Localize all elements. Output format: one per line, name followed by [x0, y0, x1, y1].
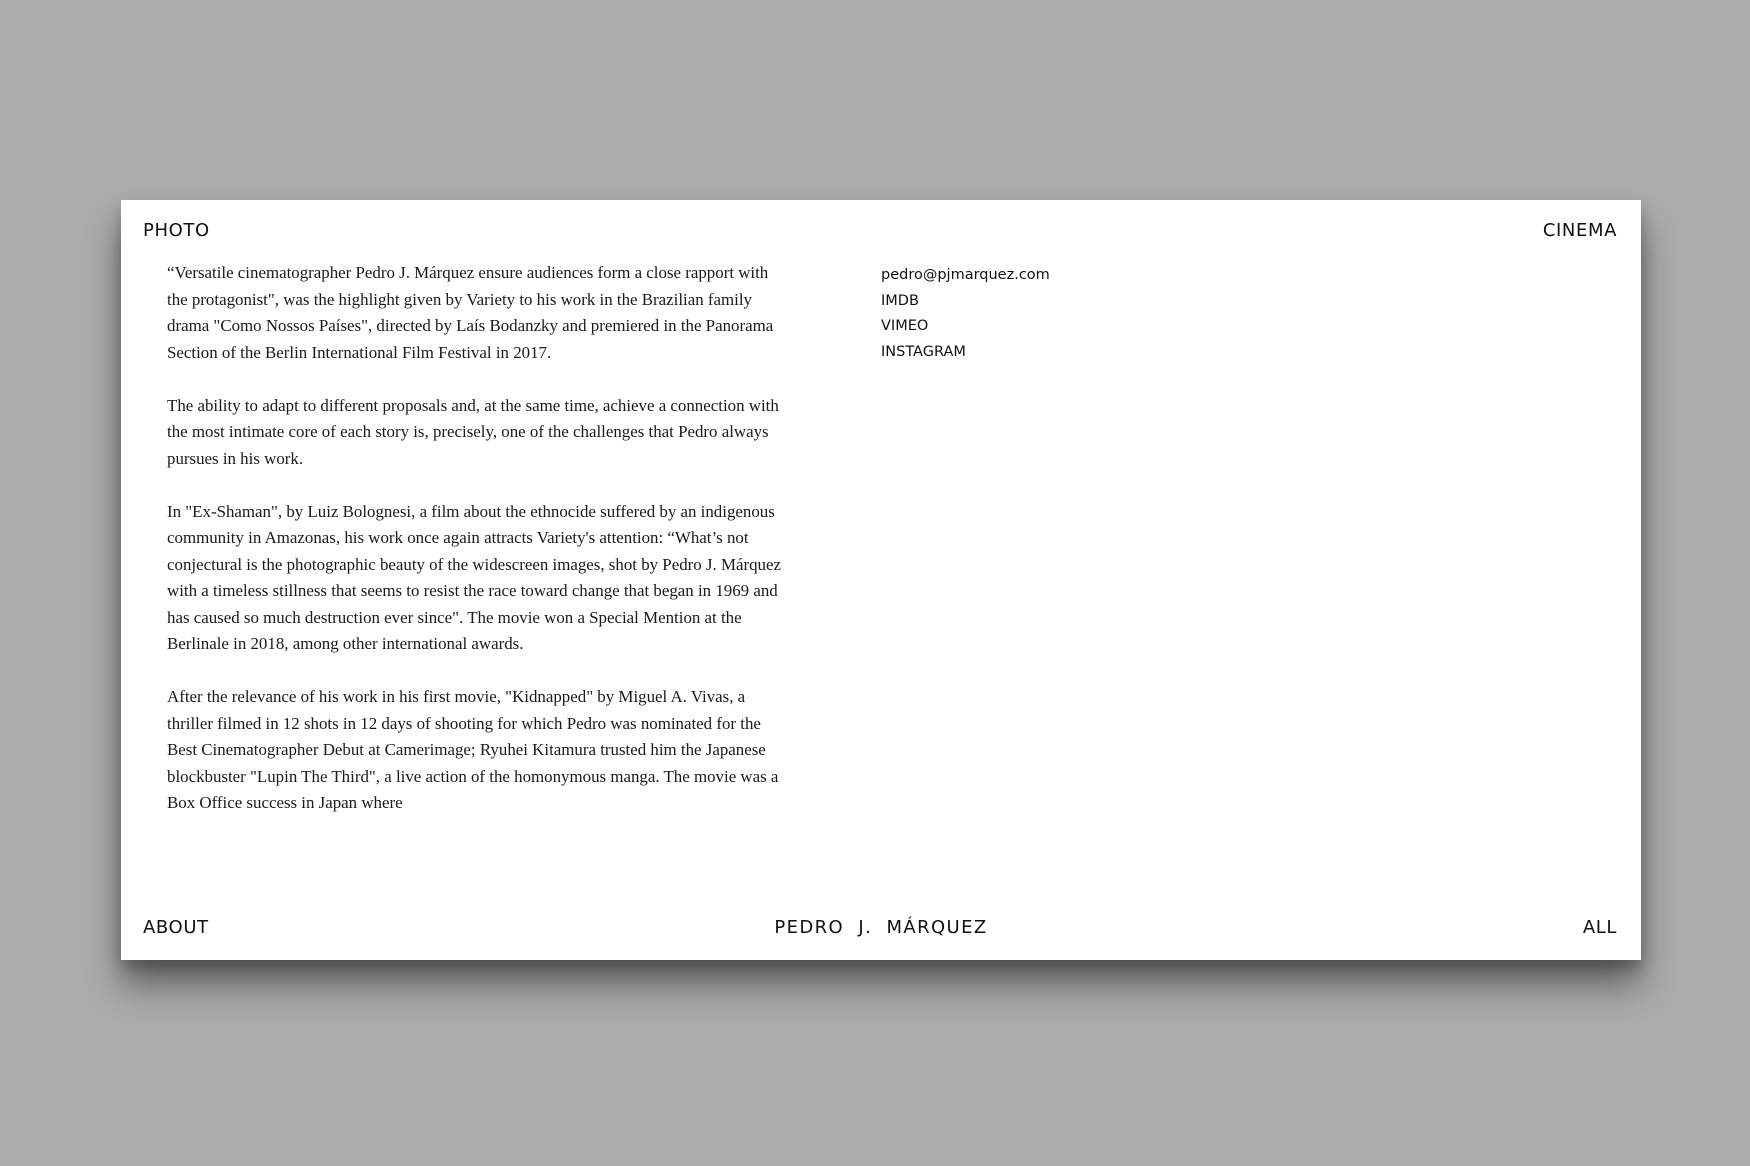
- nav-about-link[interactable]: ABOUT: [143, 917, 209, 938]
- nav-photo-link[interactable]: PHOTO: [143, 220, 210, 241]
- instagram-link[interactable]: INSTAGRAM: [881, 343, 966, 360]
- bio-text: [167, 260, 787, 868]
- bio-paragraph-3: In "Ex-Shaman", by Luiz Bolognesi, a film about the ethnocide suffered by an indigenous community in Amazonas, his work once again attracts Variety's attention: “What’s not conjectural is the photographic beauty of the widescreen images, shot by Pedro J. Márquez with a timeless stillness that seems to resist the race toward change that began in 1969 and has caused so much destruction ever since". The movie won a Special Mention at the Berlinale in 2018, among other international awards.: [167, 501, 781, 653]
- nav-cinema-link[interactable]: CINEMA: [1542, 220, 1617, 241]
- email-link[interactable]: pedro@pjmarquez.com: [881, 267, 1050, 283]
- site-name-link[interactable]: PEDRO J. MÁRQUEZ: [774, 917, 988, 938]
- page-window: [121, 200, 1641, 960]
- bio-paragraph-1: “Versatile cinematographer Pedro J. Márquez ensure audiences form a close rapport with the protagonist", was the highlight given by Variety to his work in the Brazilian family drama "Como Nossos Países", directed by Laís Bodanzky and premiered in the Panorama Section of the Berlin International Film Festival in 2017.: [167, 263, 774, 362]
- nav-all-link[interactable]: ALL: [1582, 917, 1617, 938]
- imdb-link[interactable]: IMDB: [881, 292, 919, 309]
- bio-paragraph-2: The ability to adapt to different proposals and, at the same time, achieve a connection with the most intimate core of each story is, precisely, one of the challenges that Pedro always pursues in his work.: [167, 395, 779, 468]
- bio-paragraph-4: After the relevance of his work in his first movie, "Kidnapped" by Miguel A. Vivas, a thriller filmed in 12 shots in 12 days of shooting for which Pedro was nominated for the Best Cinematographer Debut at Camerimage; Ryuhei Kitamura trusted him the Japanese blockbuster "Lupin The Third", a live action of the homonymous manga. The movie was a Box Office success in Japan where: [167, 687, 779, 812]
- contact-links: [881, 263, 1050, 365]
- vimeo-link[interactable]: VIMEO: [881, 318, 929, 334]
